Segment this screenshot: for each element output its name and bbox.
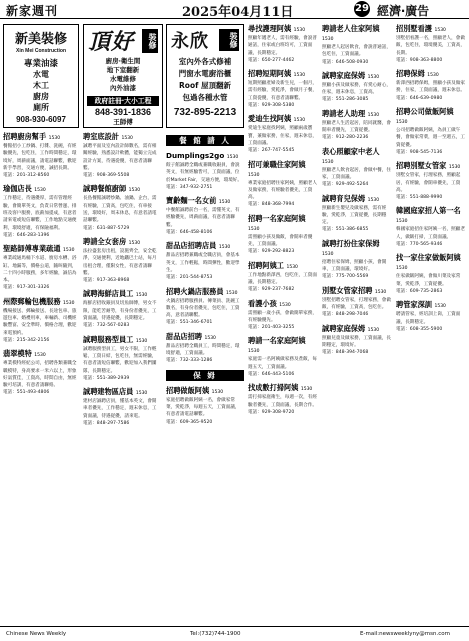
- ad-phone: 電話：732-567-0283: [83, 323, 130, 329]
- ad-phone: 電話：917-301-3326: [3, 285, 50, 291]
- ad-body: 專業模特經紀公司，招聘各類兼職全職模特，身高要求一米六以上，形象好氣質佳，工資高，時間自由，無經驗可培訓，有意者請聯絡。: [3, 361, 77, 389]
- classified-ad: [166, 287, 244, 327]
- ad-number: 1530: [396, 266, 408, 272]
- ad-number: 1530: [322, 251, 334, 257]
- ad-body: 家庭需一名阿姨做家務及煮飯，每週五天，工資面議。: [248, 357, 317, 370]
- ad-number: 1530: [226, 290, 238, 296]
- ad-title: 甜品店招聘 1530: [166, 331, 216, 341]
- ad-phone: 電話：929-308-5380: [248, 103, 295, 109]
- classified-ad: [3, 184, 79, 239]
- ad-title: 愛迪生找阿姨 1530: [248, 114, 306, 124]
- ad-body: 法拉盛套房出租，設施齊全，安全乾淨，交通便利，近地鐵巴士站，每月房租合理，僅限女性，有意者請聯繫。: [83, 248, 157, 276]
- paper-name: 新家週刊: [6, 4, 59, 18]
- classified-ad: [322, 239, 392, 281]
- ad-title: 招聘保姆 1530: [396, 69, 439, 79]
- page-footer: [0, 626, 469, 641]
- classified-ad: [83, 237, 161, 284]
- ad-phone: 電話：551-389-2939: [83, 375, 130, 381]
- classified-ad: [166, 241, 244, 281]
- ad-phone: 電話：201-403-3255: [248, 325, 295, 331]
- classified-ad: [322, 286, 392, 319]
- nanny-section-header: 保 姆: [166, 370, 244, 381]
- ad-title: 翡翠模特 1530: [3, 349, 46, 359]
- ad-phone: 電話：201-544-8753: [166, 275, 213, 281]
- ad-title: 誠聘餐館廚師 1530: [83, 184, 141, 194]
- classified-ad: [3, 297, 79, 344]
- ad-title: 尋找護理阿姨 1530: [248, 24, 306, 33]
- ad-number: 1530: [293, 28, 306, 33]
- ad-number: 1530: [121, 136, 133, 141]
- ad-number: 1530: [448, 165, 461, 171]
- ad-phone: 電話：201-312-8560: [3, 173, 50, 179]
- ad-number: 1530: [34, 188, 46, 194]
- ad-number: 1530: [434, 28, 446, 33]
- ad-body: 新澤西招聘保姆，照顧小孩及做家務，住家，工資面議，週末休息。: [396, 81, 465, 94]
- ad-phone: 電話：347-932-2751: [166, 184, 213, 190]
- ad-phone: 電話：908-363-8800: [396, 57, 443, 63]
- bullet-item: 水電維修: [110, 75, 136, 83]
- ad-title: 誠聘育兒保姆 1530: [322, 193, 380, 203]
- service-line: 門窗水電廚浴櫃: [178, 69, 232, 78]
- page-number: 29: [354, 1, 370, 17]
- ad-title: 誠聘服務型員工 1530: [83, 334, 148, 344]
- ad-number: 1530: [396, 219, 408, 225]
- ad-title: 誠聘打扮住家保姆 1530: [322, 238, 380, 257]
- yongxin-phone: 732-895-2213: [173, 107, 237, 118]
- classified-ad: [396, 300, 466, 333]
- ad-title: 別墅女管家招聘 1530: [322, 285, 387, 295]
- ad-number: 1530: [128, 240, 141, 246]
- ad-number: 1530: [218, 200, 231, 206]
- ad-title: 聘室底設計 1530: [83, 132, 133, 141]
- ad-title: 招可兼職住家阿姨 1530: [248, 159, 306, 178]
- ad-number: 1530: [293, 118, 306, 124]
- ad-body: 甜品店招聘全職員工，時間穩定，環境舒適，工資面議。: [166, 343, 240, 357]
- ad-title: 聘請全女套房 1530: [83, 236, 141, 246]
- ad-title: 聘管家深訓 1530: [396, 300, 446, 310]
- classified-ad: [322, 71, 392, 104]
- ad-body: 機場接送、郵輪接送、長途包車、旅遊包車、婚禮用車，車輛新、司機經驗豐富、安全準時、價格合理，歡迎來電預約。: [3, 308, 77, 336]
- ad-title: 看護小孩 1530: [248, 298, 291, 308]
- classified-ad: [3, 244, 79, 291]
- ad-body: 工作穩定，待遇優厚，需有管理經驗，會簡單英文，負責日常營運、排班及客戶服務，底薪加提成，有意者請來電或短信聯繫，工作地點交通便利，環境舒適，有保險福利。: [3, 196, 77, 231]
- classified-ad: [83, 387, 161, 427]
- issue-date: 2025年04月11日: [182, 5, 294, 20]
- dinghao-phone: 848-391-1836: [94, 107, 152, 117]
- ad-body: 中餐館誠聘前台一名，需懂英文，有經驗優先，周薪面議，有意者請聯繫。: [166, 208, 240, 228]
- dinghao-ad: [83, 24, 163, 128]
- classified-ad: [248, 114, 318, 154]
- ad-number: 1530: [396, 120, 408, 126]
- ad-title: 甜品店招聘店員 1530: [166, 241, 231, 251]
- classified-ad: [248, 336, 318, 378]
- ad-phone: 電話：908-369-5508: [83, 173, 130, 179]
- dinghao-sub: 裝修: [142, 29, 158, 53]
- ad-body: 招聘住家保姆，照顧小孩，會開車，工資面議，環境好。: [322, 259, 387, 273]
- classified-ad: [248, 299, 318, 332]
- ad-number: 1530: [135, 293, 148, 299]
- ad-body: 公司招聘做飯阿姨，為員工做午餐，會做家常菜，週一至週五，工資從優。: [396, 128, 465, 148]
- classified-ad: [248, 160, 318, 209]
- dinghao-contact: 王師傅: [113, 118, 133, 126]
- classified-ad: [3, 349, 79, 396]
- classified-ad: [3, 132, 79, 179]
- ad-body: 海鮮店招收銀員及切魚師傅，男女不限，能吃苦耐勞，有身份者優先，工資面議，待遇從優，長期穩定。: [83, 301, 157, 322]
- yongxin-sub: 裝修: [219, 29, 239, 51]
- ad-title: Dumplings2go 1530: [166, 151, 239, 160]
- ad-phone: 電話：646-458-8106: [166, 230, 213, 236]
- ad-phone: 電話：551-386-6855: [322, 227, 369, 233]
- classified-ad: [166, 386, 244, 426]
- service-line: 包過各種水管: [182, 93, 228, 102]
- ad-phone: 電話：929-237-7682: [248, 287, 295, 293]
- ad-number: 1530: [204, 335, 216, 341]
- classified-ad: [396, 69, 466, 102]
- yongxin-name: 永欣: [171, 31, 209, 52]
- bullet-item: 廚房‧衛生間: [105, 57, 141, 65]
- ad-body: 需照顧一歲小孩，會做簡單家務，有經驗優先。: [248, 310, 317, 323]
- ad-body: 韓國家庭招住家阿姨一名，照顧老人，做飯打掃，工資面議。: [396, 227, 465, 240]
- ad-number: 1530: [367, 197, 380, 203]
- ad-number: 1530: [367, 112, 380, 118]
- ad-number: 1530: [248, 226, 260, 232]
- ad-body: 照顧老人飲食起居，會做中餐，住家，工資面議。: [322, 167, 391, 180]
- ad-phone: 電話：215-342-2156: [3, 337, 50, 343]
- ad-title: 招聘廚房幫手 1530: [3, 132, 61, 141]
- ad-number: 1530: [63, 248, 75, 254]
- classified-ad: [396, 253, 466, 295]
- ad-phone: 電話：848-368-7994: [248, 202, 295, 208]
- dining-section-header: 餐 館 請 人: [166, 135, 244, 146]
- classified-ad: [322, 147, 392, 189]
- ad-phone: 電話：551-888-9990: [396, 195, 443, 201]
- ad-body: 別墅招聘女管家，打理家務，會做飯，有經驗，工資高，包吃住。: [322, 297, 391, 310]
- ad-number: 1530: [293, 73, 306, 79]
- ad-title: 招聘一名家庭阿姨 1530: [248, 213, 306, 232]
- ad-phone: 電話：848-394-7068: [322, 350, 369, 356]
- ad-phone: 電話：646-283-1396: [3, 232, 50, 238]
- ad-body: 照顧老人起居飲食，會說普通話，包吃住，工資面議。: [322, 45, 391, 58]
- ad-number: 1530: [211, 389, 224, 395]
- ad-phone: 電話：646-639-0980: [396, 95, 443, 101]
- ad-body: 餐館招小工炒鍋、打雜、洗碗，有經驗優先，包吃住，工作時間穩定，環境好，周薪面議，請電話聯繫，歡迎新手學習，交通方便，誠招長期。: [3, 144, 77, 171]
- ad-body: 照顧年邁老人，需有經驗，會說普通話，住家或白班均可，工資面議，長期穩定。: [248, 36, 317, 56]
- ad-body: 家庭招聘做飯阿姨一名，會做家常菜，愛乾淨，每週五天，工資面議，有意者請電話聯繫。: [166, 397, 240, 418]
- ad-title: 招聘公司做飯阿姨 1530: [396, 107, 454, 126]
- ad-title: 誠聘家庭保姆 1530: [322, 70, 380, 80]
- xinmei-name: 新美裝修: [14, 32, 67, 47]
- xinmei-tagline: 專業油漆: [23, 59, 58, 69]
- classified-ad: [322, 24, 392, 66]
- ad-body: 工作地點新澤西，包吃住，工資面議，長期穩定。: [248, 272, 317, 285]
- service-item: 木工: [33, 81, 49, 90]
- ad-body: 專業家庭招聘住家阿姨，照顧老人及做家務，有經驗者優先，工資高。: [248, 180, 317, 201]
- service-line: 室內外各式修補: [178, 57, 232, 66]
- classified-column-3: [166, 132, 244, 624]
- classified-column-1: [3, 132, 79, 624]
- service-line: Roof 屋頂翻新: [179, 81, 231, 90]
- ad-body: 餃子館誠聘全職或兼職收銀員，會說英文，有無經驗皆可，工資面議，位於Market Fair，交通方便，環境好。: [166, 163, 242, 183]
- ad-number: 1530: [279, 302, 291, 308]
- dinghao-logo: [84, 27, 162, 57]
- ad-body: 誠聘平面及室內設計師數名，需有相關經驗，熟悉設計軟體，能獨立完成設計方案，待遇從優，有意者請聯繫。: [83, 144, 157, 171]
- ad-title: 誠聘海鮮店員工 1530: [83, 289, 148, 299]
- classified-ad: [248, 261, 318, 294]
- ad-title: 找成數打掃阿姨 1530: [248, 383, 313, 393]
- ad-title: 招別墅看護 1530: [396, 24, 446, 33]
- ad-number: 1530: [34, 353, 46, 359]
- ad-body: 聘請管家，經培訓上崗，工資面議，長期穩定。: [396, 312, 461, 325]
- bullet-item: 內外油漆: [110, 84, 136, 92]
- ad-number: 1530: [135, 391, 148, 397]
- ad-title: 聘請一名家庭阿姨 1530: [248, 336, 306, 355]
- ad-phone: 電話：908-545-7136: [396, 149, 443, 155]
- classified-ad: [83, 289, 161, 329]
- ad-number: 1530: [427, 73, 439, 79]
- footer-phone: Tel:(732)744-1900: [190, 631, 241, 637]
- xinmei-phone: 908-930-6097: [16, 115, 66, 124]
- ad-phone: 電話：929-308-9720: [248, 409, 295, 415]
- ad-title: 誠聘建物區店員 1530: [83, 387, 148, 397]
- ad-body: 愛迪生家庭找阿姨，照顧兩歲寶寶，兼做家務，住家，週末休息，工資面議。: [248, 126, 317, 146]
- classified-ad: [166, 196, 244, 236]
- ad-title: 招聘阿姨工 1530: [248, 260, 298, 270]
- ad-body: 照顧新生嬰兒及做家務，需有經驗，愛乾淨，工資從優，長期穩定。: [322, 205, 387, 226]
- ad-body: 照顧兒童及做家務，工資面議，長期穩定，環境好。: [322, 335, 391, 348]
- ad-number: 1530: [248, 349, 260, 355]
- ad-phone: 電話：929-492-5264: [322, 182, 369, 188]
- ad-body: 火鍋店招聘服務員、傳菜員、洗碗工數名，有身份者優先，包吃住，工資高，意者請聯繫。: [166, 298, 240, 319]
- ad-title: 聘請老人住家阿姨 1530: [322, 24, 380, 42]
- yongxin-ad: [166, 24, 244, 128]
- classified-ad: [322, 194, 392, 234]
- service-item: 廚房: [33, 92, 49, 101]
- ad-phone: 電話：646-508-0930: [322, 59, 369, 65]
- ad-number: 1530: [226, 155, 239, 160]
- footer-paper: Chinese News Weekly: [6, 631, 67, 637]
- ad-phone: 電話：770-565-9346: [396, 242, 443, 248]
- ad-number: 1530: [374, 289, 387, 295]
- ad-number: 1530: [48, 136, 61, 141]
- service-item: 廁所: [33, 103, 49, 112]
- ad-phone: 電話：631-887-5729: [83, 225, 130, 231]
- classified-ad: [248, 69, 318, 109]
- ad-title: 誠聘家庭保姆 1530: [322, 323, 380, 333]
- ad-body: 誠聘服務型員工，男女不限，工作輕鬆，工資日結，包吃住，無需經驗，有意者請短信聯繫，歡迎加入我們團隊，長期穩定。: [83, 346, 157, 374]
- ad-body: 專業疏通馬桶下水道、廚房水槽、浴缸、地漏等，價格公道，隨叫隨到，二十四小時服務，多年經驗，誠信為本。: [3, 256, 77, 284]
- xinmei-ad: [3, 24, 79, 128]
- ad-number: 1530: [322, 159, 334, 165]
- ad-body: 需照顧小孩及做飯，會開車者優先，工資面議。: [248, 234, 313, 248]
- classified-column-4: [248, 24, 318, 624]
- ad-number: 1530: [300, 387, 313, 393]
- classified-ad: [166, 332, 244, 365]
- ad-body: 住家做飯阿姨，會做川菜及家常菜，愛乾淨，工資從優。: [396, 274, 461, 287]
- classified-ad: [166, 151, 244, 191]
- bullet-item: 地下室翻新: [106, 66, 140, 74]
- ad-body: 照顧小孩及做家務，有愛心耐心，住家，週末休息，工資高。: [322, 82, 391, 96]
- ad-title: 瑜伽店長 1530: [3, 184, 46, 194]
- ad-number: 1530: [248, 172, 260, 178]
- ad-phone: 電話：848-298-7046: [322, 312, 369, 318]
- yongxin-logo: [167, 28, 243, 56]
- dinghao-bullets: [84, 57, 162, 93]
- ad-title: 找一家住家做飯阿姨 1530: [396, 253, 461, 272]
- ad-body: 長島餐館誠聘炒鍋、油鍋、企台，需有經驗，工資高，包吃住，有車接送，環境好，周末休息，有意者請電話聯繫。: [83, 196, 157, 224]
- ad-number: 1530: [218, 245, 231, 251]
- dinghao-name: 頂好: [88, 30, 135, 55]
- ad-phone: 電話：551-286-3085: [322, 97, 369, 103]
- ad-number: 1530: [434, 304, 446, 310]
- ad-phone: 電話：267-747-5545: [248, 148, 295, 154]
- ad-number: 1530: [63, 300, 75, 306]
- ad-title: 招聘做飯阿姨 1530: [166, 385, 224, 395]
- ad-phone: 電話：732-333-1286: [166, 358, 213, 364]
- ad-phone: 電話：551-493-4806: [3, 390, 50, 396]
- ad-title: 表心照顧家中老人 1530: [322, 146, 380, 165]
- ad-body: 照顧老人生活起居，陪同就醫，會開車者優先，工資從優。: [322, 120, 391, 134]
- ad-body: 別墅招看護一名，照顧老人，會做飯，包吃住，環境優美，工資高，長期。: [396, 36, 465, 56]
- classified-column-6: [396, 24, 466, 624]
- ad-phone: 電話：650-277-4462: [248, 57, 295, 63]
- ad-phone: 電話：929-292-8823: [248, 249, 295, 255]
- classified-ad: [248, 383, 318, 416]
- xinmei-services: [4, 69, 78, 113]
- ad-body: 甜品店招聘兼職或全職店員，會基本英文，工作輕鬆，時間彈性，歡迎學生。: [166, 253, 240, 273]
- classified-ad: [83, 335, 161, 382]
- ad-body: 短期照顧產婦及新生兒，一個月，需有經驗，愛乾淨，會做月子餐，工資從優，有意者請聯繫。: [248, 81, 317, 101]
- ad-phone: 電話：608-355-5900: [396, 326, 443, 332]
- ad-phone: 電話：917-363-8968: [83, 278, 130, 284]
- ad-number: 1530: [286, 264, 298, 270]
- classified-ad: [322, 324, 392, 357]
- ad-number: 1530: [367, 327, 380, 333]
- ad-title: 韓國庭家招人第一名 1530: [396, 206, 461, 225]
- footer-email: E-mail:newsweeklyny@msn.com: [360, 631, 451, 637]
- classified-ad: [396, 24, 466, 64]
- ad-phone: 電話：609-735-2863: [396, 288, 443, 294]
- ad-phone: 電話：609-365-9520: [166, 419, 213, 425]
- section-title: 經濟‧廣告: [377, 4, 430, 18]
- classified-ad: [83, 184, 161, 231]
- ad-title: 寶齡麵一名女前 1530: [166, 196, 231, 206]
- classified-ad: [396, 161, 466, 201]
- ad-number: 1530: [135, 338, 148, 344]
- classified-ad: [396, 206, 466, 248]
- ad-body: 需打掃家庭衛生，每週一次，有經驗者優先，工資面議，長期合作。: [248, 395, 317, 408]
- classified-ad: [248, 24, 318, 64]
- ad-body: 建材店誠聘店員，懂基本英文，會開車者優先，工作穩定，週末休息，工資面議，待遇從優，請來電。: [83, 399, 157, 419]
- dinghao-note: 政府註冊‧大小工程: [87, 96, 159, 106]
- ad-title: 州際郵輪包機服務 1530: [3, 296, 75, 306]
- ad-title: 聘請老人助理 1530: [322, 108, 380, 118]
- ad-title: 招聘火鍋店服務員 1530: [166, 286, 238, 296]
- ad-phone: 電話：848-297-7586: [83, 421, 130, 427]
- classified-ad: [396, 107, 466, 156]
- classified-column-2: [83, 132, 161, 624]
- service-item: 水電: [33, 70, 49, 79]
- xinmei-english: Xin Mei Construction: [16, 48, 66, 54]
- page-header: [0, 0, 469, 19]
- ad-title: 聖路師傅專業疏通 1530: [3, 244, 75, 254]
- ad-phone: 電話：646-443-5106: [248, 372, 295, 378]
- classified-column-5: [322, 24, 392, 624]
- ad-title: 招聘短期阿姨 1530: [248, 69, 306, 79]
- yongxin-lines: [167, 56, 243, 104]
- classified-ad: [83, 132, 161, 179]
- ad-phone: 電話：551-346-6701: [166, 320, 213, 326]
- ad-body: 別墅女管家，打理家務，照顧起居，有經驗，會開車優先，工資高。: [396, 173, 461, 193]
- ad-phone: 電話：912-280-2236: [322, 135, 369, 141]
- ad-title: 招聘別墅女管家 1530: [396, 161, 461, 171]
- classified-ad: [248, 214, 318, 256]
- classified-ad: [322, 109, 392, 142]
- ad-phone: 電話：775-700-5569: [322, 274, 369, 280]
- ad-number: 1530: [322, 37, 334, 42]
- ad-number: 1530: [367, 74, 380, 80]
- ad-number: 1530: [128, 188, 141, 194]
